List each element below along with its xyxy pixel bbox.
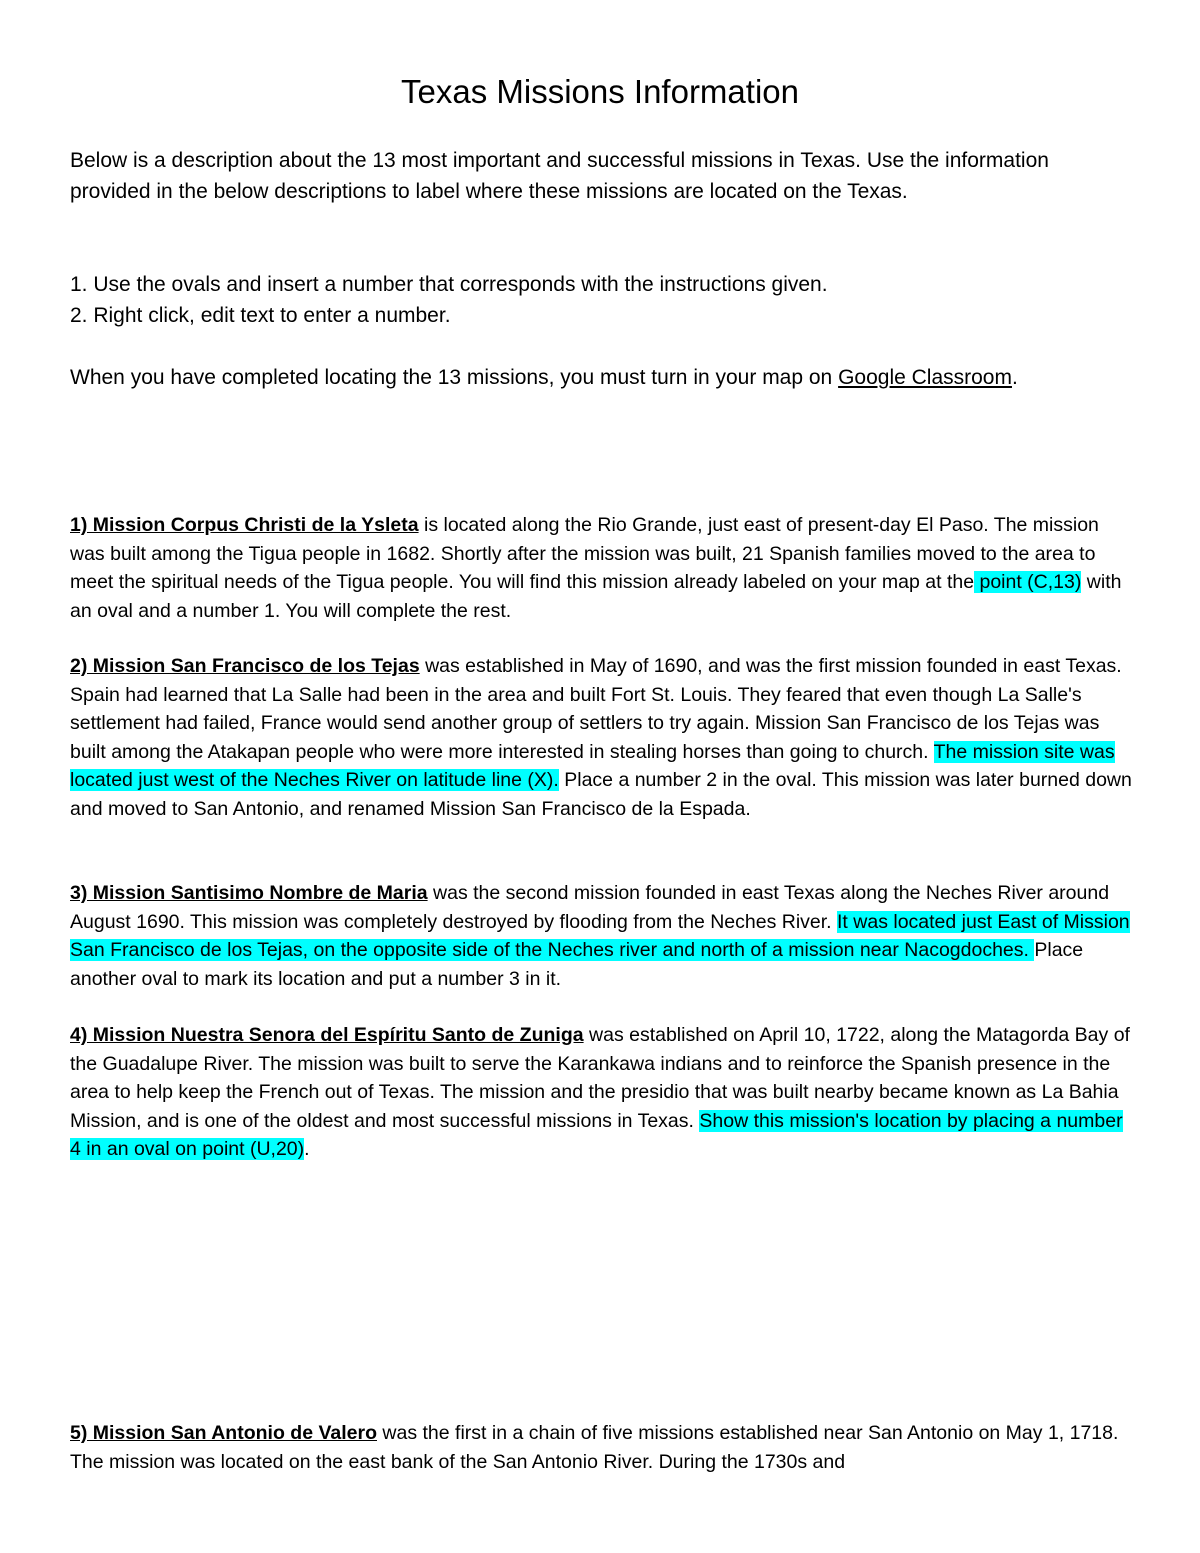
- mission-2-paragraph: [70, 652, 1132, 823]
- mission-3-highlight: It was located just East of Mission San Francisco de los Tejas, on the opposite side of the Neches river and north of a mission near Nacogdoches.: [70, 910, 1130, 961]
- mission-5-heading: 5) Mission San Antonio de Valero: [70, 1422, 377, 1444]
- mission-4-paragraph: [70, 1021, 1132, 1164]
- mission-2-heading: 2) Mission San Francisco de los Tejas: [70, 655, 420, 677]
- mission-3-text-end: Place another oval to mark its location and put a number 3 in it.: [70, 939, 1084, 990]
- instruction-step-2: 2. Right click, edit text to enter a number.: [70, 304, 451, 327]
- mission-3-paragraph: [70, 879, 1132, 993]
- mission-1-text-end: with an oval and a number 1. You will complete the rest.: [70, 571, 1122, 622]
- instruction-step-1: 1. Use the ovals and insert a number that corresponds with the instructions given.: [70, 273, 828, 296]
- page-title: Texas Missions Information: [401, 73, 799, 110]
- mission-1-paragraph: [70, 511, 1132, 625]
- mission-5-text: was the first in a chain of five missions established near San Antonio on May 1, 1718. The mission was located on the east bank of the San Antonio River. During the 1730s and: [70, 1422, 1119, 1473]
- mission-1-text: is located along the Rio Grande, just east of present-day El Paso. The mission was built among the Tigua people in 1682. Shortly after the mission was built, 21 Spanish families moved to the area to meet the spiritual needs of the Tigua people. You will find this mission already labeled on your map at the: [70, 514, 1099, 593]
- google-classroom-link[interactable]: Google Classroom: [838, 366, 1012, 389]
- mission-3-text: was the second mission founded in east Texas along the Neches River around August 1690. This mission was completely destroyed by flooding from the Neches River.: [70, 882, 1110, 933]
- mission-2-text: was established in May of 1690, and was the first mission founded in east Texas. Spain had learned that La Salle had been in the area and built Fort St. Louis. They feared that even though La Salle's settlement had failed, France would send another group of settlers to try again. Mission San Francisco de los Tejas was built among the Atakapan people who were more interested in stealing horses than going to church.: [70, 655, 1122, 763]
- mission-4-heading: 4) Mission Nuestra Senora del Espíritu Santo de Zuniga: [70, 1024, 584, 1046]
- mission-2-highlight: The mission site was located just west of the Neches River on latitude line (X).: [70, 740, 1115, 791]
- mission-1-heading: 1) Mission Corpus Christi de la Ysleta: [70, 514, 419, 536]
- intro-paragraph: Below is a description about the 13 most important and successful missions in Texas. Use the information provided in the below descriptions to label where these missions are located on the Texas.: [70, 149, 1049, 203]
- mission-4-highlight: Show this mission's location by placing a number 4 in an oval on point (U,20): [70, 1109, 1123, 1160]
- mission-4-text-end: .: [304, 1138, 310, 1160]
- closing-text: When you have completed locating the 13 missions, you must turn in your map on: [70, 366, 839, 389]
- closing-paragraph: [70, 362, 1070, 393]
- mission-1-highlight: point (C,13): [974, 571, 1082, 593]
- closing-period: .: [1011, 366, 1018, 389]
- mission-2-text-end: Place a number 2 in the oval. This mission was later burned down and moved to San Antonio, and renamed Mission San Francisco de la Espada.: [70, 769, 1132, 820]
- mission-4-text: was established on April 10, 1722, along the Matagorda Bay of the Guadalupe River. The mission was built to serve the Karankawa indians and to reinforce the Spanish presence in the area to help keep the French out of Texas. The mission and the presidio that was built nearby became known as La Bahia Mission, and is one of the oldest and most successful missions in Texas.: [70, 1024, 1130, 1132]
- mission-3-heading: 3) Mission Santisimo Nombre de Maria: [70, 882, 428, 904]
- mission-5-paragraph: [70, 1419, 1132, 1476]
